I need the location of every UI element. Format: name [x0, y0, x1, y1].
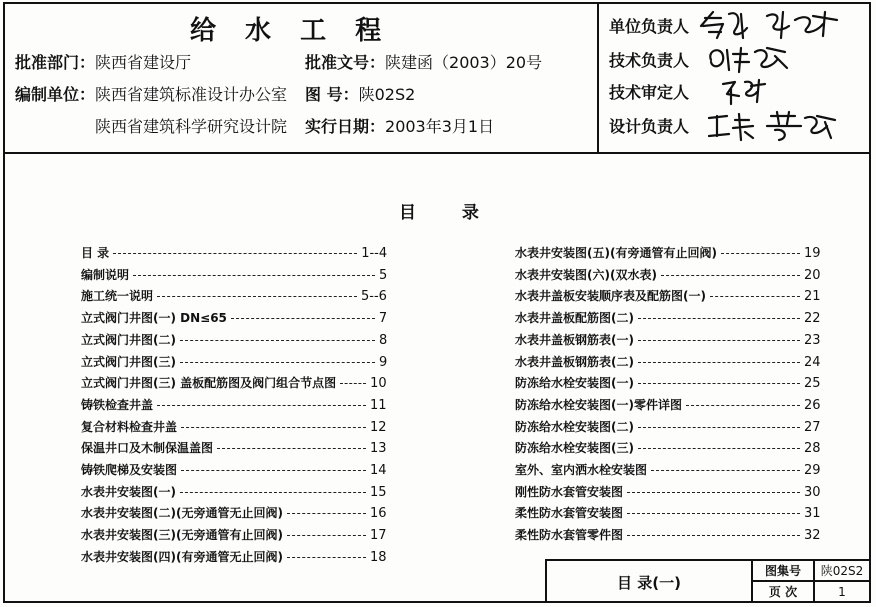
atlas-no-value: 陕02S2 [815, 561, 869, 582]
compiler-label: 编制单位： [15, 85, 96, 104]
toc-entry-page: 7 [378, 311, 388, 327]
toc-entry [515, 418, 821, 435]
toc-entry-page: 32 [804, 528, 821, 544]
toc-entry-label: 防冻给水栓安装图(一) [515, 376, 634, 391]
toc-entry [81, 331, 387, 348]
toc-entry-label: 水表井安装图(四)(有旁通管无止回阀) [81, 549, 283, 564]
design-head-label: 设计负责人 [609, 117, 690, 136]
toc-entry-label: 铸铁爬梯及安装图 [81, 463, 178, 477]
signature-design-head [705, 108, 845, 144]
toc-entry-label: 水表井安装图(三)(无旁通管有止回阀) [81, 528, 283, 543]
toc-leader-line [627, 492, 800, 493]
toc-leader-line [180, 492, 366, 493]
toc-entry-page: 21 [803, 289, 821, 305]
toc-entry-page: 22 [803, 311, 821, 327]
toc-entry-label: 防冻给水栓安装图(三) [515, 441, 634, 456]
toc-entry-page: 24 [803, 354, 821, 370]
toc-leader-line [638, 448, 800, 449]
approve-doc-value: 陕建函（2003）20号 [385, 53, 543, 72]
toc-entry [81, 504, 387, 521]
title-block-name: 目 录(一) [547, 561, 753, 603]
approve-dept-value: 陕西省建设厅 [95, 53, 192, 72]
toc-heading: 目 录 [399, 203, 499, 223]
toc-leader-line [638, 362, 800, 363]
toc-entry [515, 353, 821, 370]
toc-entry-page: 8 [378, 332, 388, 348]
toc-entry [515, 331, 821, 348]
title-block [545, 559, 869, 603]
toc-leader-line [340, 383, 366, 384]
toc-entry-label: 铸铁检查井盖 [81, 397, 154, 412]
toc-entry-page: 29 [804, 463, 821, 478]
toc-entry [81, 461, 387, 478]
toc-entry-label: 编制说明 [81, 267, 130, 282]
toc-entry [81, 244, 387, 261]
toc-entry [81, 418, 387, 435]
effective-value: 2003年3月1日 [385, 117, 495, 136]
compiler-row [15, 82, 287, 105]
toc-entry-page: 14 [370, 463, 387, 478]
toc-entry [515, 526, 821, 543]
toc-entry-label: 复合材料检查井盖 [81, 419, 178, 434]
toc-entry-page: 16 [369, 506, 387, 522]
toc-leader-line [661, 275, 800, 276]
toc-leader-line [287, 557, 366, 558]
approve-dept-label: 批准部门： [15, 53, 96, 72]
toc-entry-label: 立式阀门井图(三) 盖板配筋图及阀门组合节点图 [81, 376, 337, 391]
signature-tech-head [705, 42, 795, 74]
toc-entry-page: 18 [369, 549, 387, 565]
toc-entry-label: 水表井安装图(二)(无旁通管无止回阀) [81, 506, 283, 521]
toc-leader-line [157, 296, 357, 297]
drawing-no-label: 图 号： [305, 85, 359, 104]
toc-entry-label: 水表井安装图(六)(双水表) [515, 267, 657, 282]
toc-entry [81, 309, 387, 326]
approve-doc-label: 批准文号： [305, 53, 386, 72]
toc-entry [81, 483, 387, 500]
tech-review-label: 技术审定人 [609, 83, 690, 102]
toc-entry [515, 439, 821, 456]
toc-entry-page: 12 [370, 419, 387, 435]
toc-leader-line [638, 427, 800, 428]
toc-entry-page: 5--6 [361, 289, 387, 305]
toc-entry-page: 13 [370, 441, 387, 457]
toc-entry-page: 1--4 [361, 246, 388, 261]
toc-entry [81, 548, 387, 565]
toc-entry [81, 396, 387, 413]
toc-entry-page: 28 [803, 441, 821, 457]
toc-leader-line [180, 362, 375, 363]
toc-leader-line [287, 513, 366, 514]
header-divider [597, 4, 599, 152]
page-label: 页 次 [753, 582, 815, 603]
toc-entry-label: 保温井口及木制保温盖图 [81, 441, 214, 456]
toc-leader-line [287, 535, 366, 536]
compiler-row-2 [95, 114, 287, 137]
toc-entry-label: 立式阀门井图(三) [81, 354, 176, 369]
toc-entry-page: 30 [804, 484, 821, 500]
effective-row [305, 114, 494, 137]
toc-entry [81, 266, 387, 283]
toc-entry-label: 水表井安装图(五)(有旁通管有止回阀) [515, 246, 717, 260]
toc-entry-label: 室外、室内洒水栓安装图 [515, 463, 648, 477]
toc-entry-page: 26 [803, 397, 821, 413]
toc-entry [515, 266, 821, 283]
toc-entry-label: 柔性防水套管零件图 [515, 528, 624, 543]
drawing-no-value: 陕02S2 [358, 85, 416, 104]
toc-entry-page: 19 [803, 246, 821, 261]
signature-tech-review [717, 74, 777, 106]
toc-entry-page: 11 [370, 397, 387, 413]
toc-leader-line [638, 383, 800, 384]
toc-leader-line [181, 470, 366, 471]
toc-entry-label: 水表井盖板安装顺序表及配筋图(一) [515, 289, 706, 304]
toc-entry-label: 立式阀门井图(二) [81, 332, 176, 347]
header-block [5, 4, 869, 154]
toc-entry-page: 27 [803, 419, 821, 435]
toc-leader-line [180, 340, 375, 341]
toc-leader-line [638, 318, 800, 319]
sheet-title: 给 水 工 程 [190, 16, 392, 46]
toc-entry [81, 526, 387, 543]
toc-leader-line [181, 427, 366, 428]
toc-entry [81, 374, 387, 391]
toc-entry-label: 水表井盖板钢筋表(一) [515, 332, 634, 347]
drawing-no-row [305, 82, 415, 105]
toc-entry-label: 水表井安装图(一) [81, 484, 176, 499]
toc-entry [81, 353, 387, 370]
toc-leader-line [217, 448, 366, 449]
toc-leader-line [710, 296, 800, 297]
toc-leader-line [627, 513, 800, 514]
toc-leader-line [638, 340, 800, 341]
toc-entry [515, 309, 821, 326]
toc-leader-line [627, 535, 800, 536]
signature-unit-head [697, 6, 857, 42]
toc-entry-label: 刚性防水套管安装图 [515, 484, 624, 499]
page-number: 1 [838, 585, 846, 599]
toc-entry [515, 504, 821, 521]
toc-entry [515, 374, 821, 391]
toc-entry [515, 461, 821, 478]
toc-entry-page: 20 [803, 267, 821, 283]
toc-entry-label: 水表井盖板配筋图(二) [515, 311, 634, 326]
toc-entry [515, 483, 821, 500]
toc-leader-line [231, 318, 375, 319]
toc-entry-page: 15 [369, 484, 387, 500]
atlas-no-label: 图集号 [753, 561, 815, 582]
toc-entry-page: 25 [803, 376, 821, 392]
toc-entry-page: 17 [369, 528, 387, 544]
compiler-value-2: 陕西省建筑科学研究设计院 [95, 117, 288, 136]
toc-entry-label: 目 录 [81, 246, 110, 260]
toc-entry-label: 施工统一说明 [81, 289, 154, 304]
toc-entry-page: 31 [804, 506, 821, 522]
toc-entry-label: 立式阀门井图(一) DN≤65 [81, 311, 227, 326]
toc-entry-label: 水表井盖板钢筋表(二) [515, 354, 634, 369]
toc-entry [81, 439, 387, 456]
tech-head-label: 技术负责人 [609, 51, 690, 70]
toc-leader-line [133, 275, 375, 276]
toc-entry [515, 244, 821, 261]
toc-entry-page: 23 [803, 332, 821, 348]
drawing-sheet [3, 2, 871, 603]
toc-leader-line [721, 253, 800, 254]
toc-leader-line [686, 405, 800, 406]
toc-entry-label: 柔性防水套管安装图 [515, 506, 624, 521]
toc-leader-line [113, 253, 357, 254]
compiler-value-1: 陕西省建筑标准设计办公室 [95, 85, 288, 104]
approve-doc-row [305, 50, 542, 73]
toc-leader-line [651, 470, 800, 471]
toc-entry-page: 10 [370, 376, 387, 392]
approve-dept-row [15, 50, 191, 73]
toc-entry [81, 287, 387, 304]
toc-leader-line [157, 405, 366, 406]
toc-entry [515, 287, 821, 304]
unit-head-label: 单位负责人 [609, 17, 690, 36]
toc-entry [515, 396, 821, 413]
toc-entry-label: 防冻给水栓安装图(二) [515, 419, 634, 434]
effective-label: 实行日期： [305, 117, 386, 136]
toc-entry-label: 防冻给水栓安装图(一)零件详图 [515, 397, 682, 412]
toc-entry-page: 5 [379, 267, 388, 283]
toc-entry-page: 9 [378, 354, 388, 370]
